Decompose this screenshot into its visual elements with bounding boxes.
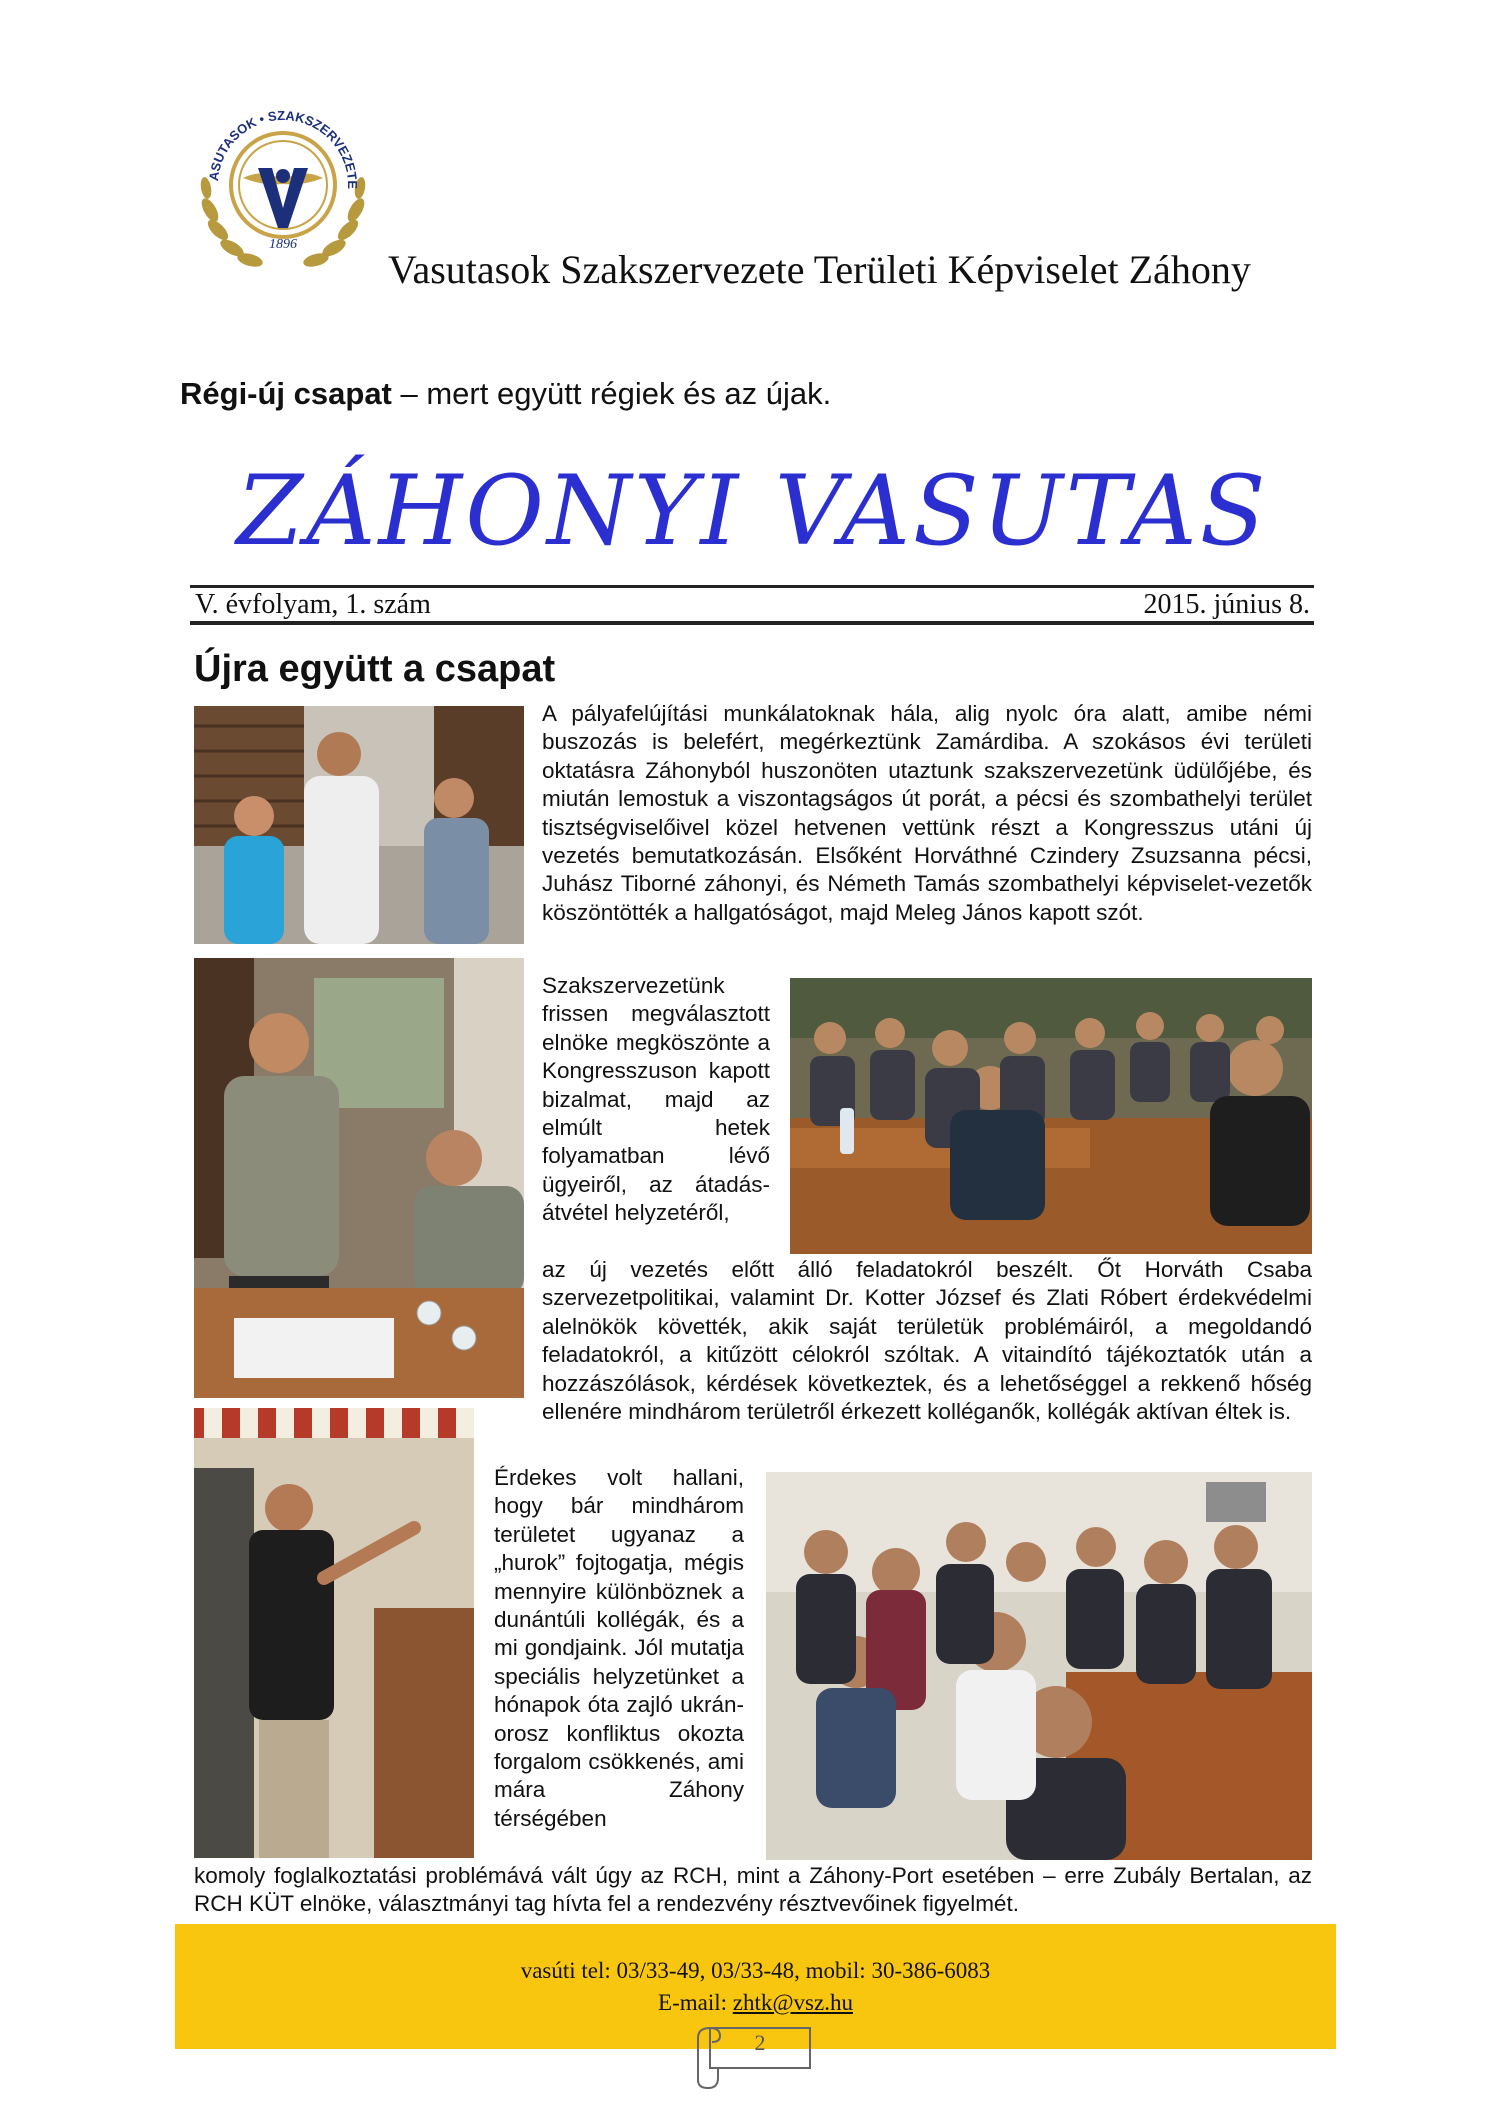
organization-name: Vasutasok Szakszervezete Területi Képviselet Záhony xyxy=(388,247,1251,292)
masthead-rule-bottom xyxy=(190,621,1314,625)
photo-speaker xyxy=(194,958,524,1398)
intro-bold: Régi-új csapat xyxy=(180,376,392,411)
photo-presenter xyxy=(194,1408,474,1858)
issue-date: 2015. június 8. xyxy=(1143,589,1310,620)
footer-email xyxy=(175,1990,1336,2016)
photo-audience-1 xyxy=(790,978,1312,1254)
email-link[interactable]: zhtk@vsz.hu xyxy=(732,1990,853,2015)
intro-line xyxy=(180,376,831,412)
page-number: 2 xyxy=(754,2030,766,2055)
union-logo xyxy=(188,90,378,280)
article-paragraph-2-wide: az új vezetés előtt álló feladatokról beszélt. Őt Horváth Csaba szervezetpolitikai, valamint Dr. Kotter József és Zlati Róbert érdekvédelmi alelnökök követték, akik saját területük problémáiról, a megoldandó feladatokról, a kitűzött célokról szóltak. A vitaindító tájékoztatók után a hozzászólások, kérdések következtek, és a lehetőséggel a rekkenő hőség ellenére mindhárom területről érkezett kolléganők, kollégák aktívan éltek is. xyxy=(542,1257,1312,1425)
masthead-rule-top xyxy=(190,585,1314,588)
intro-rest: – mert együtt régiek és az újak. xyxy=(391,376,832,411)
footer-email-label: E-mail: xyxy=(658,1990,733,2015)
article-paragraph-1: A pályafelújítási munkálatoknak hála, alig nyolc óra alatt, amibe némi buszozás is belefért, megérkeztünk Zamárdiba. A szokásos évi területi oktatásra Záhonyból huszonöten utaztunk szakszervezetünk üdülőjébe, és miután lemostuk a viszontagságos út porát, a pécsi és szombathelyi terület tisztségviselőivel közel hetvenen vettünk részt a Kongresszus utáni új vezetés bemutatkozásán. Elsőként Horváthné Czindery Zsuzsanna pécsi, Juhász Tiborné záhonyi, és Németh Tamás szombathelyi képviselet-vezetők köszöntötték a hallgatóságot, majd Meleg János kapott szót. xyxy=(542,701,1312,925)
article-title: Újra együtt a csapat xyxy=(194,648,556,690)
footer-phone: vasúti tel: 03/33-49, 03/33-48, mobil: 30-386-6083 xyxy=(520,1958,991,1983)
masthead-title: ZÁHONYI VASUTAS xyxy=(236,455,1269,567)
photo-three-people xyxy=(194,706,524,944)
article-paragraph-2-narrow: Szakszervezetünk frissen megválasztott elnöke megköszönte a Kongresszuson kapott bizalmat, majd az elmúlt hetek folyamatban lévő ügyeiről, az átadás-átvétel helyzetéről, xyxy=(542,973,770,1226)
volume-number: V. évfolyam, 1. szám xyxy=(195,589,431,620)
photo-audience-2 xyxy=(766,1472,1312,1860)
svg-text:VASUTASOK • SZAKSZERVEZETE: ASUTASOK • SZAKSZERVEZETE xyxy=(206,107,361,190)
article-paragraph-3-narrow: Érdekes volt hallani, hogy bár mindhárom területet ugyanaz a „hurok” fojtogatja, mégis mennyire különböznek a dunántúli kollégák, és a mi gondjaink. Jól mutatja speciális helyzetünket a hónapok óta zajló ukrán-orosz konfliktus okozta forgalom csökkenés, ami mára Záhony térségében xyxy=(494,1465,744,1831)
svg-text:1896: 1896 xyxy=(269,237,297,252)
article-paragraph-3-wide: komoly foglalkoztatási problémává vált úgy az RCH, mint a Záhony-Port esetében – erre Zubály Bertalan, az RCH KÜT elnöke, választmányi tag hívta fel a rendezvény résztvevőinek figyelmét. xyxy=(194,1863,1312,1917)
masthead xyxy=(190,455,1315,575)
